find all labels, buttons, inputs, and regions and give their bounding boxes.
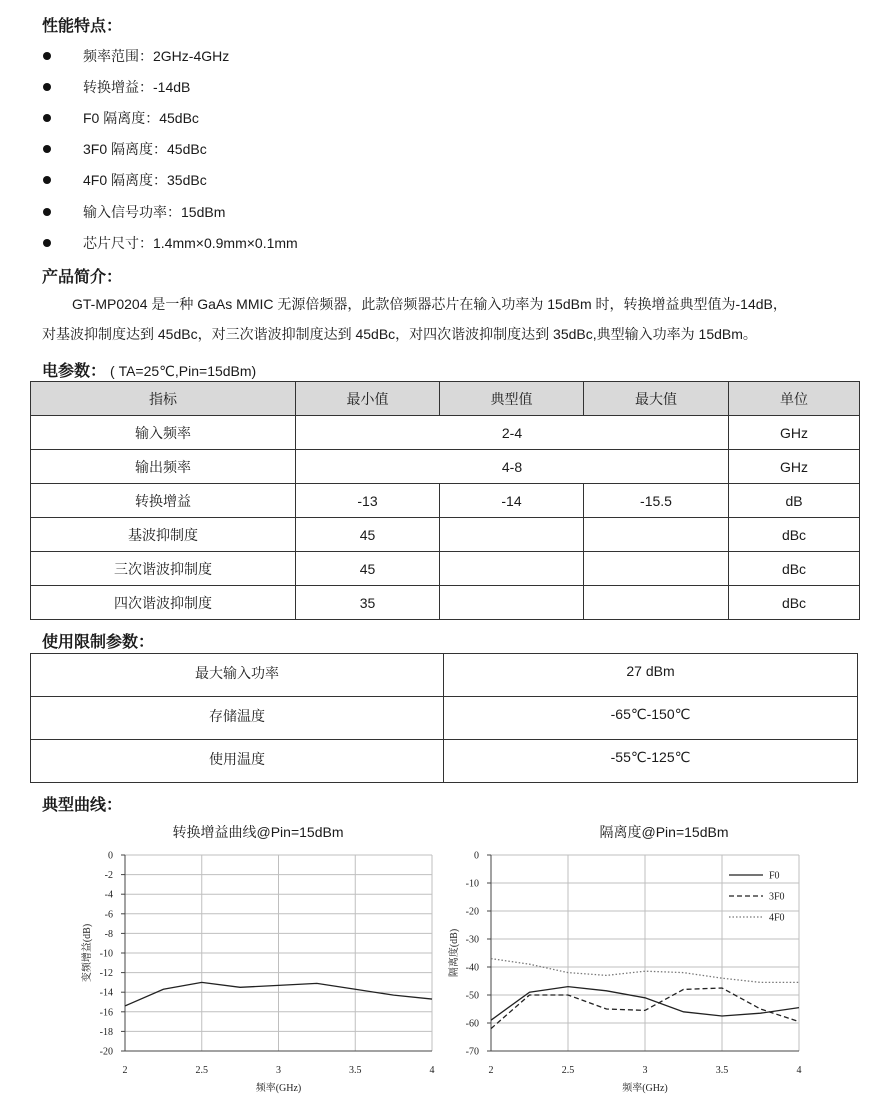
y-tick-label: -30 [465,934,479,946]
y-tick-label: -6 [104,909,113,921]
x-tick-label: 3 [276,1065,281,1076]
y-tick-label: -18 [99,1026,113,1038]
y-tick-label: -4 [104,889,113,901]
electrical-heading: 电参数： ( TA=25℃,Pin=15dBm) [42,363,257,380]
list-item: 转换增益：-14dB [42,71,298,102]
column-header: 指标 [31,382,296,416]
y-tick-label: -10 [465,878,479,890]
limit-value: 27 dBm [444,654,858,697]
param-unit: dBc [729,552,860,586]
limit-name: 使用温度 [31,740,444,783]
y-tick-label: 0 [474,850,479,862]
param-name: 输入频率 [31,416,296,450]
y-tick-label: -60 [465,1018,479,1030]
param-min: 35 [296,586,440,620]
param-name: 基波抑制度 [31,518,296,552]
column-header: 最小值 [296,382,440,416]
limit-name: 最大输入功率 [31,654,444,697]
intro-heading: 产品简介： [42,269,123,286]
x-tick-label: 3 [642,1065,648,1076]
param-min: -13 [296,484,440,518]
x-axis-label: 频率(GHz) [622,1083,668,1094]
y-tick-label: -40 [465,962,479,974]
param-unit: dBc [729,586,860,620]
x-tick-label: 2 [488,1065,494,1076]
param-typ: -14 [440,484,584,518]
limit-name: 存储温度 [31,697,444,740]
intro-line-2: 对基波抑制度达到 45dBc，对三次谐波抑制度达到 45dBc，对四次谐波抑制度达到 35dBc,典型输入功率为 15dBm。 [42,326,757,342]
x-tick-label: 4 [429,1065,435,1076]
x-tick-label: 2.5 [195,1065,208,1076]
limits-heading: 使用限制参数： [42,634,155,651]
y-tick-label: 0 [108,850,113,862]
list-item: 4F0 隔离度：35dBc [42,165,298,196]
column-header: 单位 [729,382,860,416]
y-tick-label: -8 [104,928,113,940]
curves-heading: 典型曲线： [42,797,123,814]
param-unit: dBc [729,518,860,552]
param-name: 转换增益 [31,484,296,518]
list-item: 3F0 隔离度：45dBc [42,134,298,165]
legend-label: F0 [769,870,780,882]
y-axis-label: 变频增益(dB) [82,923,93,983]
param-name: 输出频率 [31,450,296,484]
electrical-condition: ( TA=25℃,Pin=15dBm) [110,363,257,379]
param-unit: GHz [729,450,860,484]
param-unit: GHz [729,416,860,450]
param-min: 45 [296,518,440,552]
y-tick-label: -16 [99,1007,113,1019]
y-tick-label: -2 [104,870,113,882]
x-tick-label: 4 [796,1065,802,1076]
y-axis-label: 隔离度(dB) [449,928,460,978]
list-item: F0 隔离度：45dBc [42,102,298,133]
legend-label: 3F0 [769,891,785,903]
x-tick-label: 3.5 [349,1065,362,1076]
param-range: 4-8 [296,450,729,484]
x-axis-label: 频率(GHz) [255,1083,302,1094]
y-tick-label: -14 [99,987,113,999]
chart-title-gain: 转换增益曲线@Pin=15dBm [172,824,344,840]
features-heading: 性能特点： [42,18,123,35]
y-tick-label: -70 [465,1046,479,1058]
param-max: -15.5 [584,484,729,518]
list-item: 频率范围：2GHz-4GHz [42,40,298,71]
y-tick-label: -50 [465,990,479,1002]
column-header: 典型值 [440,382,584,416]
y-tick-label: -12 [99,968,113,980]
limit-value: -55℃-125℃ [444,740,858,783]
param-name: 四次谐波抑制度 [31,586,296,620]
y-tick-label: -20 [99,1046,113,1058]
param-range: 2-4 [296,416,729,450]
param-unit: dB [729,484,860,518]
intro-line-1: GT-MP0204 是一种 GaAs MMIC 无源倍频器，此款倍频器芯片在输入功率为 15dBm 时，转换增益典型值为-14dB， [72,296,787,312]
list-item: 输入信号功率：15dBm [42,196,298,227]
chart-title-isolation: 隔离度@Pin=15dBm [599,824,729,840]
y-tick-label: -10 [99,948,113,960]
x-tick-label: 2.5 [561,1065,575,1076]
y-tick-label: -20 [465,906,479,918]
limit-value: -65℃-150℃ [444,697,858,740]
param-min: 45 [296,552,440,586]
param-name: 三次谐波抑制度 [31,552,296,586]
legend-label: 4F0 [769,912,785,924]
list-item: 芯片尺寸：1.4mm×0.9mm×0.1mm [42,227,298,258]
x-tick-label: 3.5 [715,1065,729,1076]
column-header: 最大值 [584,382,729,416]
x-tick-label: 2 [122,1065,128,1076]
